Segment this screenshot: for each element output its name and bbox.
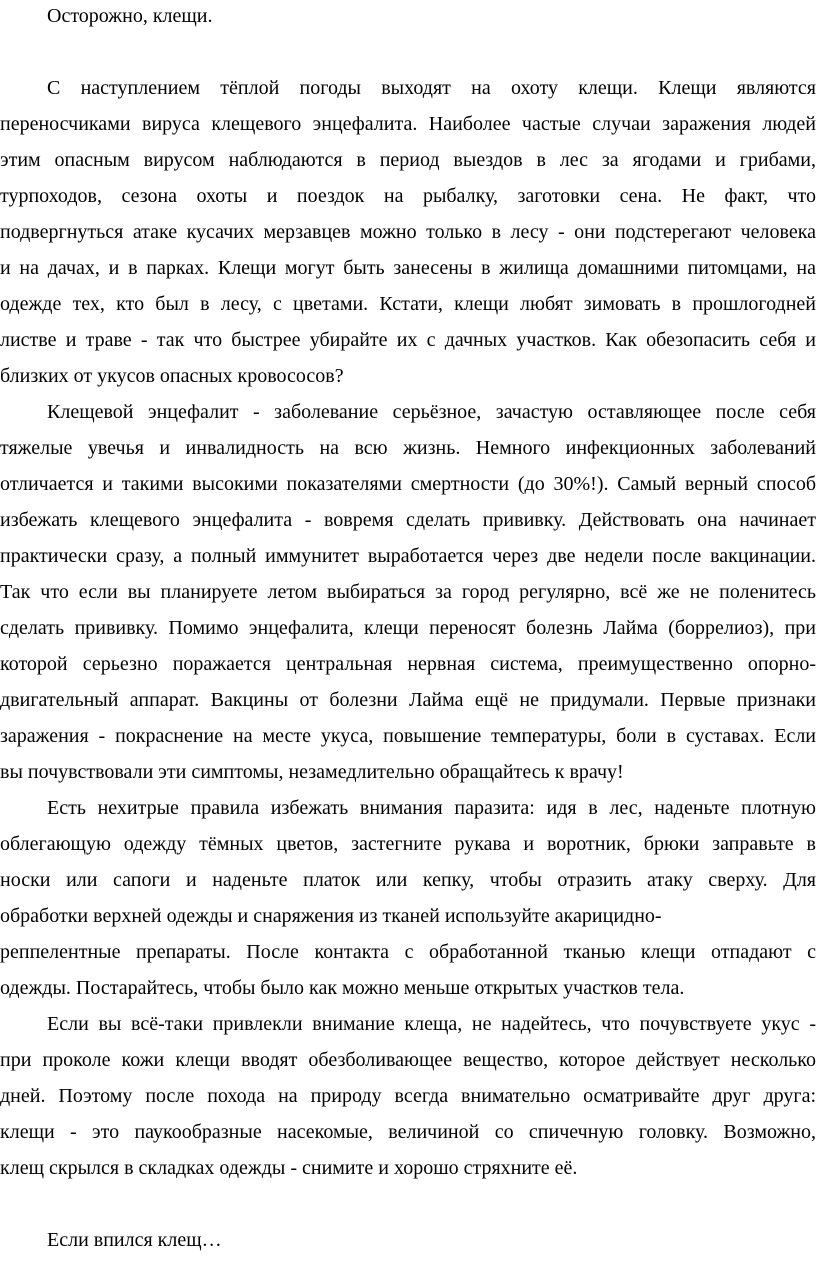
paragraph-1-line: подвергнуться атаке кусачих мерзавцев можно только в лесу - они подстерегают человека [0, 221, 816, 243]
section-subheading: Если впился клещ… [47, 1229, 222, 1251]
paragraph-1-line: одежде тех, кто был в лесу, с цветами. Кстати, клещи любят зимовать в прошлогодней [0, 293, 816, 315]
paragraph-3-line: одежды. Постарайтесь, чтобы было как можно меньше открытых участков тела. [0, 977, 685, 999]
paragraph-4-line: дней. Поэтому после похода на природу всегда внимательно осматривайте друг друга: [0, 1085, 816, 1107]
paragraph-1-line: и на дачах, и в парках. Клещи могут быть занесены в жилища домашними питомцами, на [0, 257, 816, 279]
paragraph-3-line: облегающую одежду тёмных цветов, застегните рукава и воротник, брюки заправьте в [0, 833, 816, 855]
paragraph-2-line: вы почувствовали эти симптомы, незамедлительно обращайтесь к врачу! [0, 761, 624, 783]
paragraph-4-line: клещи - это паукообразные насекомые, величиной со спичечную головку. Возможно, [0, 1121, 816, 1143]
paragraph-2-line: двигательный аппарат. Вакцины от болезни Лайма ещё не придумали. Первые признаки [0, 689, 816, 711]
paragraph-2-line: Клещевой энцефалит - заболевание серьёзное, зачастую оставляющее после себя [47, 401, 816, 423]
paragraph-2-line: отличается и такими высокими показателями смертности (до 30%!). Самый верный способ [0, 473, 816, 495]
paragraph-2-line: заражения - покраснение на месте укуса, повышение температуры, боли в суставах. Если [0, 725, 816, 747]
paragraph-2-line: Так что если вы планируете летом выбираться за город регулярно, всё же не поленитесь [0, 581, 816, 603]
paragraph-1-line: этим опасным вирусом наблюдаются в период выездов в лес за ягодами и грибами, [0, 149, 816, 171]
paragraph-4-line: при проколе кожи клещи вводят обезболивающее вещество, которое действует несколько [0, 1049, 816, 1071]
paragraph-1-line: С наступлением тёплой погоды выходят на охоту клещи. Клещи являются [47, 77, 816, 99]
paragraph-2-line: тяжелые увечья и инвалидность на всю жизнь. Немного инфекционных заболеваний [0, 437, 816, 459]
paragraph-2-line: практически сразу, а полный иммунитет выработается через две недели после вакцинации. [0, 545, 816, 567]
paragraph-2-line: сделать прививку. Помимо энцефалита, клещи переносят болезнь Лайма (боррелиоз), при [0, 617, 816, 639]
paragraph-1-line: турпоходов, сезона охоты и поездок на рыбалку, заготовки сена. Не факт, что [0, 185, 816, 207]
paragraph-1-line: переносчиками вируса клещевого энцефалита. Наиболее частые случаи заражения людей [0, 113, 816, 135]
paragraph-3-line: обработки верхней одежды и снаряжения из тканей используйте акарицидно- [0, 905, 662, 927]
document-title: Осторожно, клещи. [47, 5, 213, 27]
paragraph-2-line: избежать клещевого энцефалита - вовремя сделать прививку. Действовать она начинает [0, 509, 816, 531]
paragraph-3-line: носки или сапоги и наденьте платок или кепку, чтобы отразить атаку сверху. Для [0, 869, 816, 891]
paragraph-1-line: листве и траве - так что быстрее убирайте их с дачных участков. Как обезопасить себя и [0, 329, 816, 351]
paragraph-4-line: Если вы всё-таки привлекли внимание клеща, не надейтесь, что почувствуете укус - [47, 1013, 816, 1035]
paragraph-2-line: которой серьезно поражается центральная нервная система, преимущественно опорно- [0, 653, 816, 675]
paragraph-1-line: близких от укусов опасных кровососов? [0, 365, 344, 387]
paragraph-4-line: клещ скрылся в складках одежды - снимите и хорошо стряхните её. [0, 1157, 578, 1179]
paragraph-3-line: Есть нехитрые правила избежать внимания паразита: идя в лес, наденьте плотную [47, 797, 816, 819]
paragraph-3-line: реппелентные препараты. После контакта с обработанной тканью клещи отпадают с [0, 941, 816, 963]
